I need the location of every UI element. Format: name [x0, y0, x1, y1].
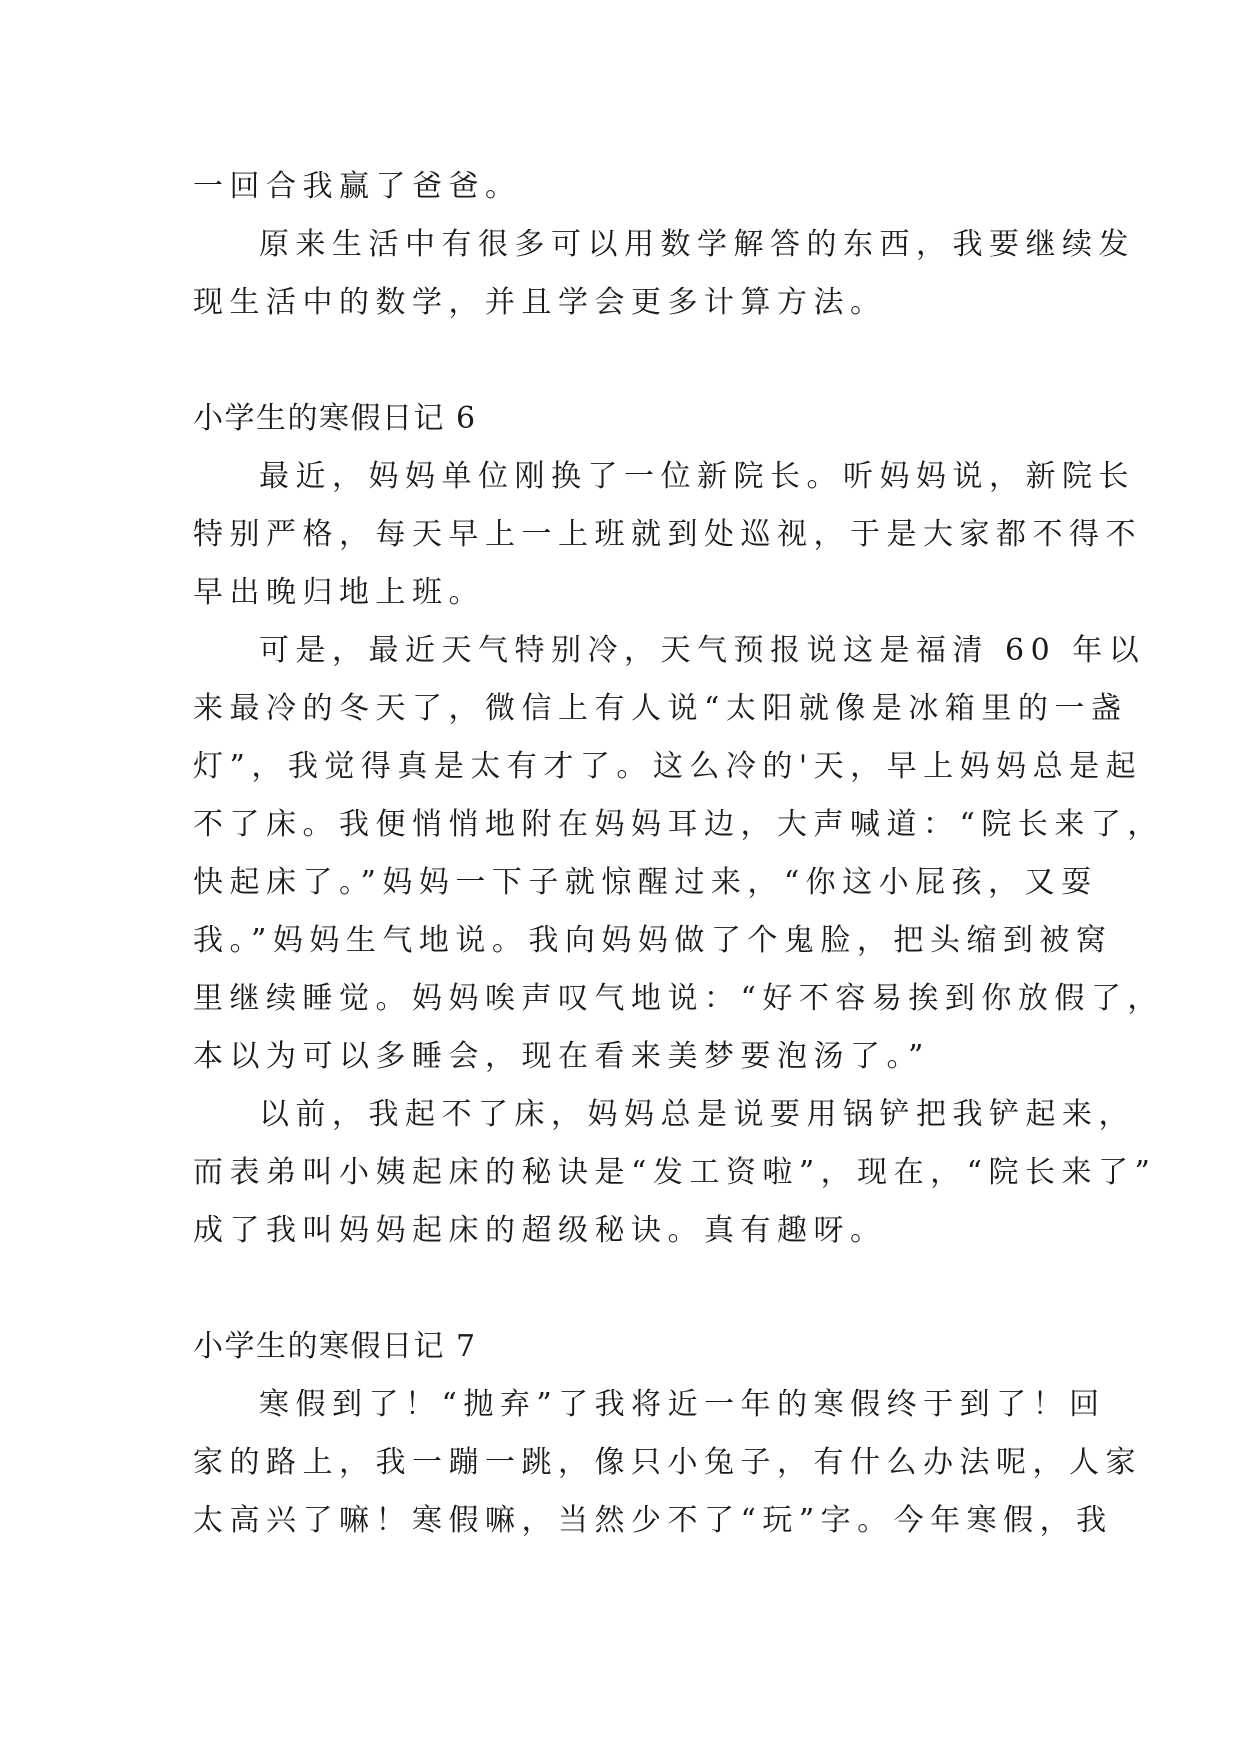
paragraph-line: 以前，我起不了床，妈妈总是说要用锅铲把我铲起来， [259, 1097, 1135, 1132]
paragraph-line: 寒假到了！“抛弃”了我将近一年的寒假终于到了！回 [259, 1387, 1106, 1422]
paragraph-line: 灯”，我觉得真是太有才了。这么冷的'天，早上妈妈总是起 [193, 749, 1143, 784]
section-gap [193, 332, 1055, 390]
document-page [193, 158, 1164, 1550]
section-diary-6 [193, 390, 1164, 1260]
paragraph-line: 太高兴了嘛！寒假嘛，当然少不了“玩”字。今年寒假，我 [193, 1503, 1113, 1538]
section-continuation [193, 158, 1135, 332]
paragraph-line: 而表弟叫小姨起床的秘诀是“发工资啦”，现在，“院长来了” [193, 1155, 1157, 1190]
paragraph-line: 原来生活中有很多可以用数学解答的东西，我要继续发 [259, 227, 1135, 262]
paragraph-line: 本以为可以多睡会，现在看来美梦要泡汤了。” [193, 1039, 930, 1074]
paragraph-line: 我。”妈妈生气地说。我向妈妈做了个鬼脸，把头缩到被窝 [193, 923, 1113, 958]
paragraph-line: 不了床。我便悄悄地附在妈妈耳边，大声喊道：“院长来了， [193, 807, 1164, 842]
paragraph-line: 现生活中的数学，并且学会更多计算方法。 [193, 285, 887, 320]
section-gap [193, 1260, 1055, 1318]
paragraph-line: 早出晚归地上班。 [193, 575, 485, 610]
paragraph-line: 最近，妈妈单位刚换了一位新院长。听妈妈说，新院长 [259, 459, 1135, 494]
paragraph-line: 家的路上，我一蹦一跳，像只小兔子，有什么办法呢，人家 [193, 1445, 1142, 1480]
paragraph-line: 特别严格，每天早上一上班就到处巡视，于是大家都不得不 [193, 517, 1142, 552]
paragraph-line: 快起床了。”妈妈一下子就惊醒过来，“你这小屁孩，又耍 [193, 865, 1098, 900]
paragraph-line: 一回合我赢了爸爸。 [193, 169, 522, 204]
section-diary-7 [193, 1318, 1142, 1550]
paragraph-line: 里继续睡觉。妈妈唉声叹气地说：“好不容易挨到你放假了， [193, 981, 1164, 1016]
paragraph-line: 来最冷的冬天了，微信上有人说“太阳就像是冰箱里的一盏 [193, 691, 1128, 726]
paragraph-line: 可是，最近天气特别冷，天气预报说这是福清 60 年以 [259, 633, 1146, 668]
section-heading: 小学生的寒假日记 7 [193, 1329, 477, 1364]
paragraph-line: 成了我叫妈妈起床的超级秘诀。真有趣呀。 [193, 1213, 887, 1248]
section-heading: 小学生的寒假日记 6 [193, 401, 477, 436]
